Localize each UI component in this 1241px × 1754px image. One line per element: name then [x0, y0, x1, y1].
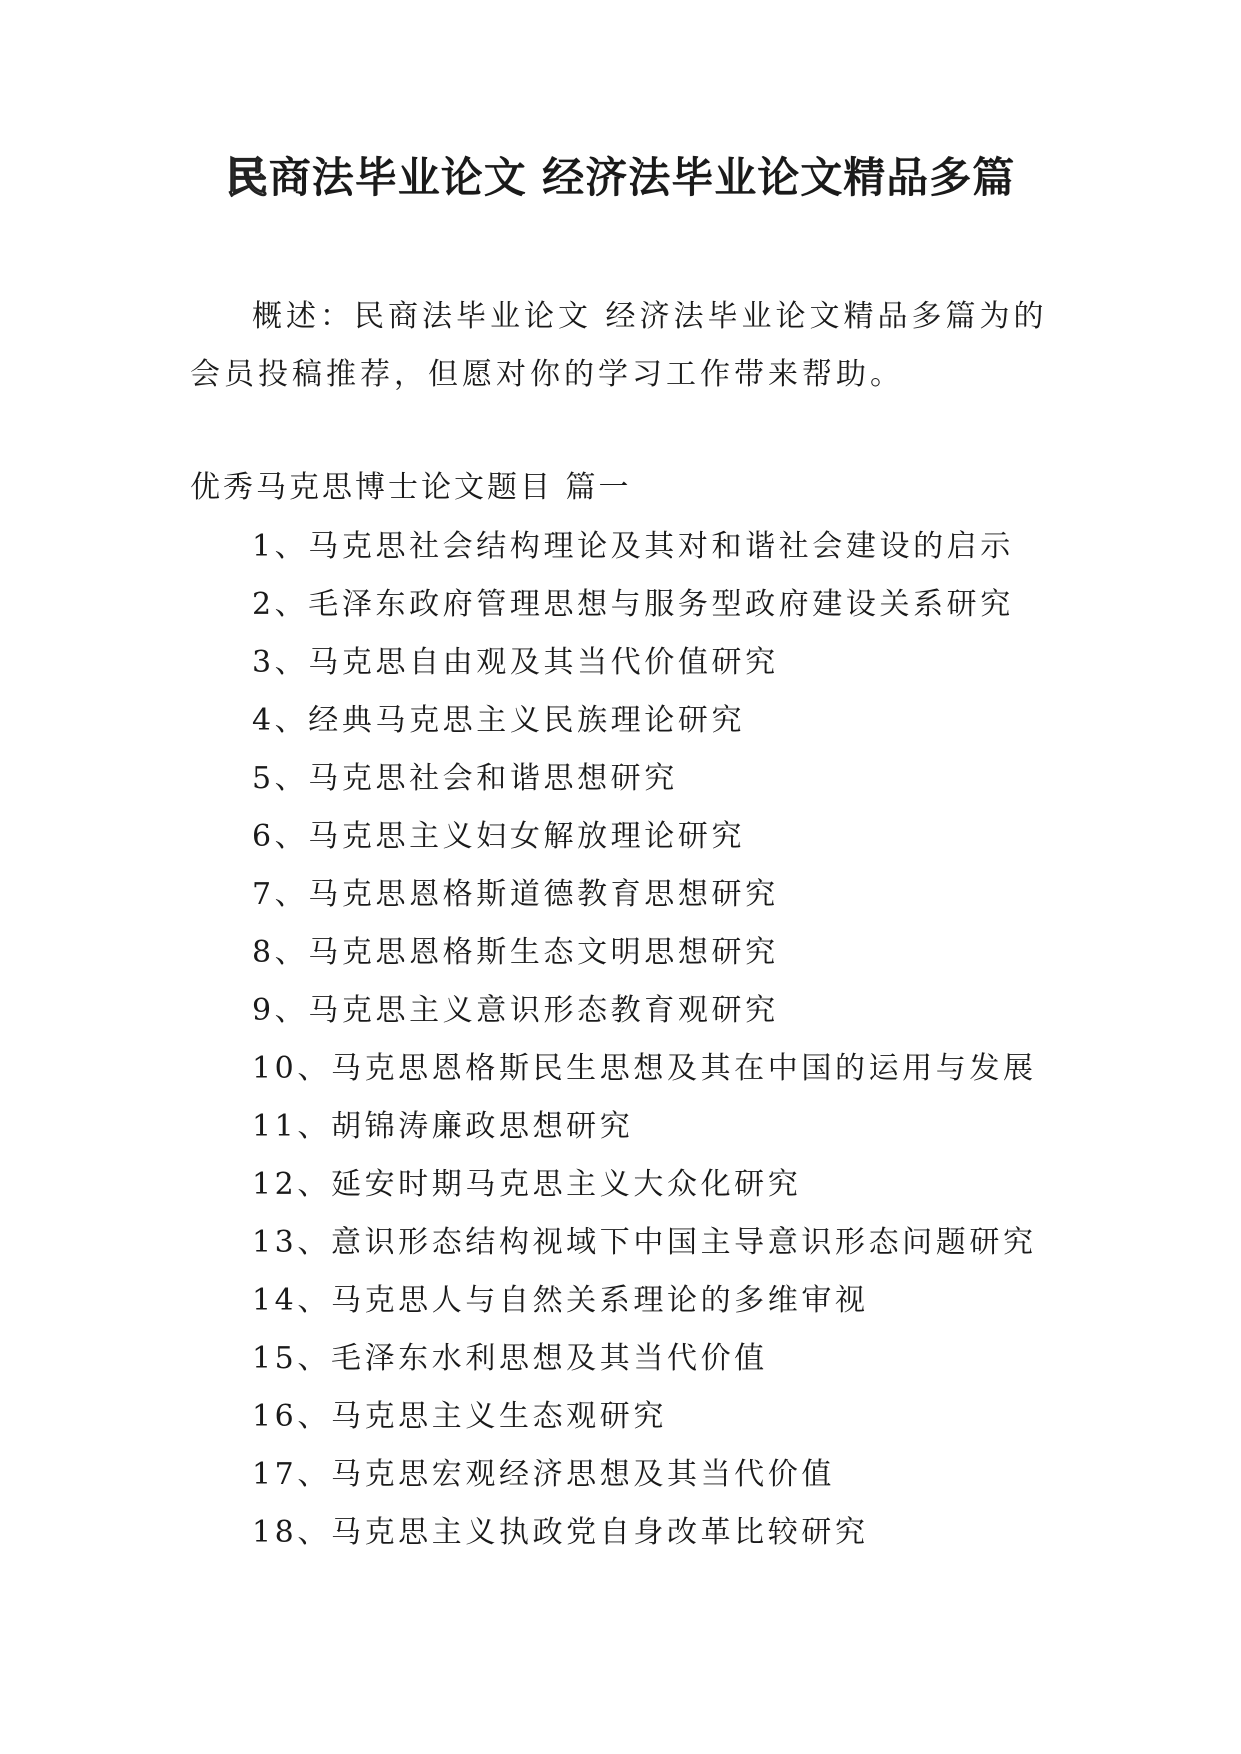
topic-item: 16、马克思主义生态观研究 [252, 1399, 667, 1434]
topic-item: 12、延安时期马克思主义大众化研究 [252, 1167, 802, 1202]
topic-item: 4、经典马克思主义民族理论研究 [252, 703, 746, 738]
topic-item: 8、马克思恩格斯生态文明思想研究 [252, 935, 779, 970]
topic-item: 5、马克思社会和谐思想研究 [252, 761, 678, 796]
topic-item: 1、马克思社会结构理论及其对和谐社会建设的启示 [252, 529, 1014, 564]
topic-item: 10、马克思恩格斯民生思想及其在中国的运用与发展 [252, 1051, 1037, 1086]
topic-item: 6、马克思主义妇女解放理论研究 [252, 819, 746, 854]
summary-paragraph: 概述：民商法毕业论文 经济法毕业论文精品多篇为的会员投稿推荐，但愿对你的学习工作带来帮助。 [190, 299, 1048, 392]
document-title [0, 148, 1241, 208]
topic-item: 17、马克思宏观经济思想及其当代价值 [252, 1457, 835, 1492]
title-first-character: 民 [225, 153, 269, 202]
topic-item: 13、意识形态结构视域下中国主导意识形态问题研究 [252, 1225, 1037, 1260]
topic-item: 3、马克思自由观及其当代价值研究 [252, 645, 779, 680]
topic-item: 15、毛泽东水利思想及其当代价值 [252, 1341, 768, 1376]
topic-item: 2、毛泽东政府管理思想与服务型政府建设关系研究 [252, 587, 1014, 622]
topic-item: 7、马克思恩格斯道德教育思想研究 [252, 877, 779, 912]
topic-item: 18、马克思主义执政党自身改革比较研究 [252, 1515, 869, 1550]
title-text: 商法毕业论文 经济法毕业论文精品多篇 [268, 153, 1016, 202]
topic-list [252, 527, 1037, 1571]
topic-item: 14、马克思人与自然关系理论的多维审视 [252, 1283, 869, 1318]
section-heading: 优秀马克思博士论文题目 篇一 [190, 470, 632, 505]
topic-item: 9、马克思主义意识形态教育观研究 [252, 993, 779, 1028]
topic-item: 11、胡锦涛廉政思想研究 [252, 1109, 634, 1144]
